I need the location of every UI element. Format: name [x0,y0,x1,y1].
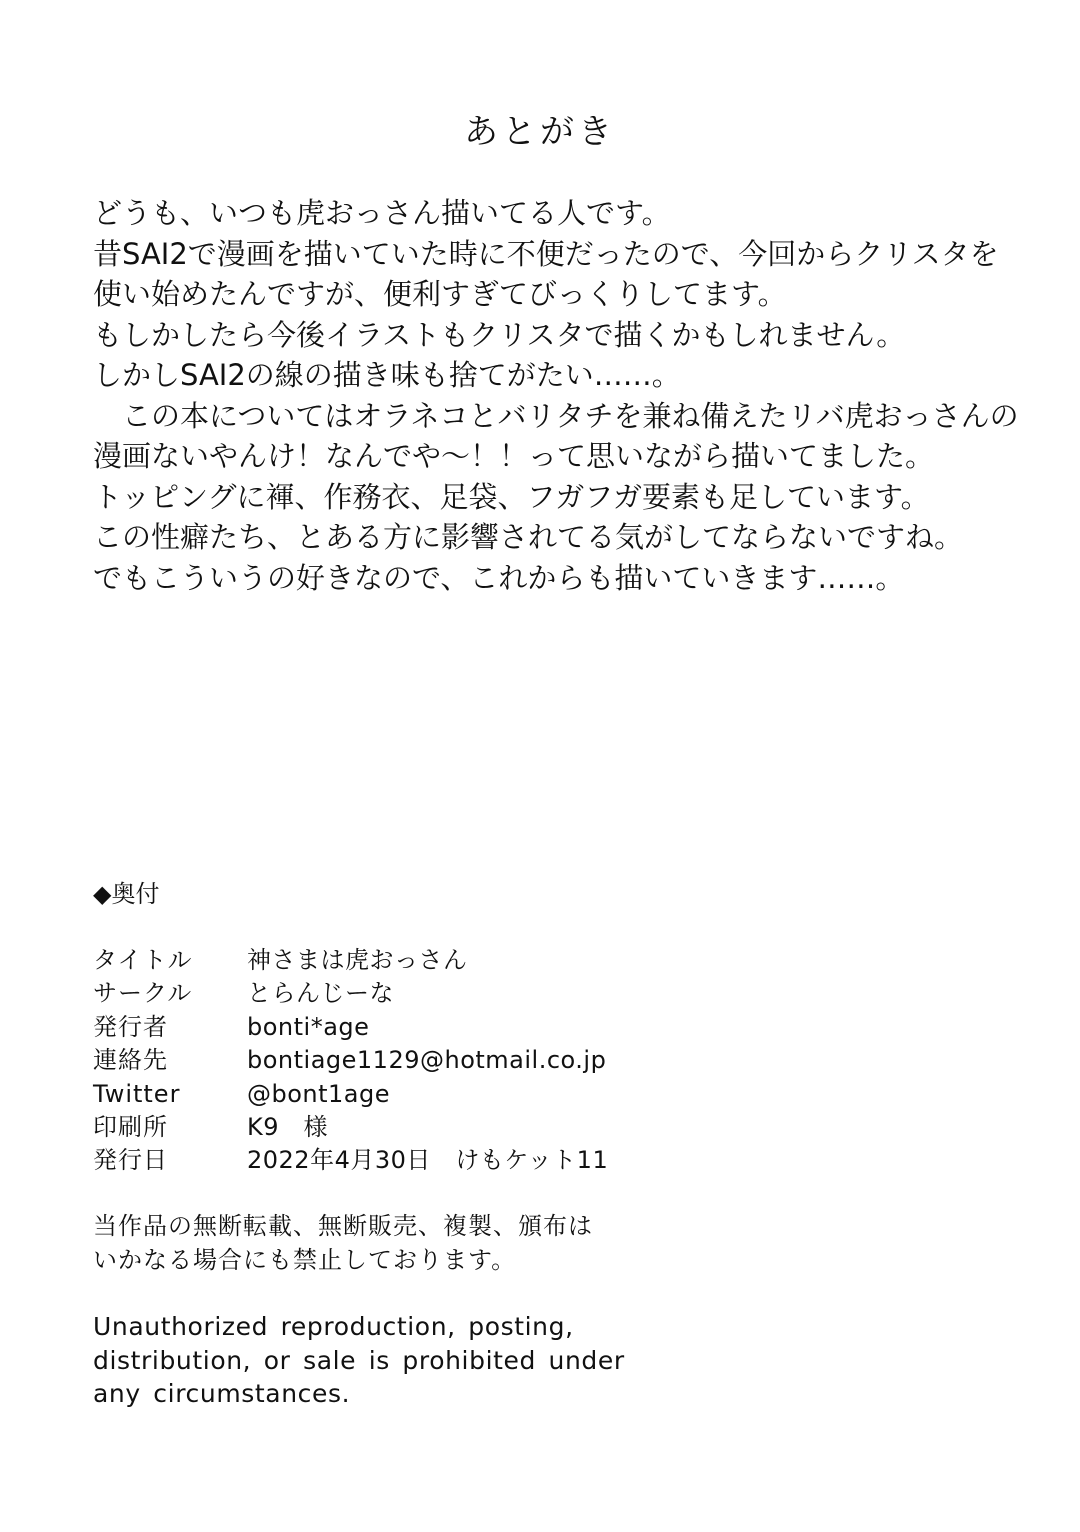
colophon-value: とらんじーな [247,979,394,1008]
notice-line: distribution, or sale is prohibited under [93,1345,625,1375]
notice-line: 当作品の無断転載、無断販売、複製、頒布は [93,1212,593,1240]
afterword-body [93,193,1053,598]
colophon-value: 神さまは虎おっさん [247,946,468,974]
colophon-row-printer [93,1111,608,1144]
colophon-label: サークル [93,979,193,1008]
afterword-line: もしかしたら今後イラストもクリスタで描くかもしれません。 [93,317,906,352]
copyright-notice-jp [93,1209,593,1277]
colophon-label: Twitter [93,1079,181,1108]
colophon-row-circle [93,977,608,1010]
afterword-line: 使い始めたんですが、便利すぎてびっくりしてます。 [93,277,787,311]
colophon-value: @bont1age [247,1079,391,1108]
colophon-value: bontiage1129@hotmail.co.jp [247,1046,607,1075]
colophon-heading: ◆奥付 [93,880,160,908]
page-title: あとがき [464,112,616,152]
colophon-value: K9 様 [247,1112,329,1141]
notice-line: いかなる場合にも禁止しております。 [93,1246,517,1274]
colophon-label: タイトル [93,946,193,974]
afterword-line: しかしSAI2の線の描き味も捨てがたい……。 [93,358,681,392]
afterword-line: 漫画ないやんけ！なんでや～！！って思いながら描いてました。 [93,439,935,473]
colophon-table [93,944,608,1178]
colophon-label: 印刷所 [93,1112,168,1141]
colophon-row-publisher [93,1011,608,1044]
afterword-line: トッピングに褌、作務衣、足袋、フガフガ要素も足しています。 [93,479,930,514]
afterword-line: どうも、いつも虎おっさん描いてる人です。 [93,196,671,230]
afterword-line: でもこういうの好きなので、これからも描いていきます……。 [93,560,905,595]
colophon-row-contact [93,1044,608,1077]
notice-line: any circumstances. [93,1379,351,1408]
afterword-line: 昔SAI2で漫画を描いていた時に不便だったので、今回からクリスタを [93,236,999,271]
colophon-row-date [93,1144,608,1177]
afterword-line: この本についてはオラネコとバリタチを兼ね備えたリバ虎おっさんの [93,398,1019,433]
notice-line: Unauthorized reproduction, posting, [93,1312,574,1341]
copyright-notice-en [93,1310,625,1411]
colophon-value: 2022年4月30日 けもケット11 [247,1146,609,1175]
colophon-label: 連絡先 [93,1046,168,1075]
colophon-label: 発行日 [93,1146,168,1175]
afterword-line: この性癖たち、とある方に影響されてる気がしてならないですね。 [93,520,964,554]
colophon-row-title [93,944,608,977]
colophon-value: bonti*age [247,1012,370,1041]
colophon-row-twitter [93,1078,608,1111]
colophon-label: 発行者 [93,1012,168,1041]
